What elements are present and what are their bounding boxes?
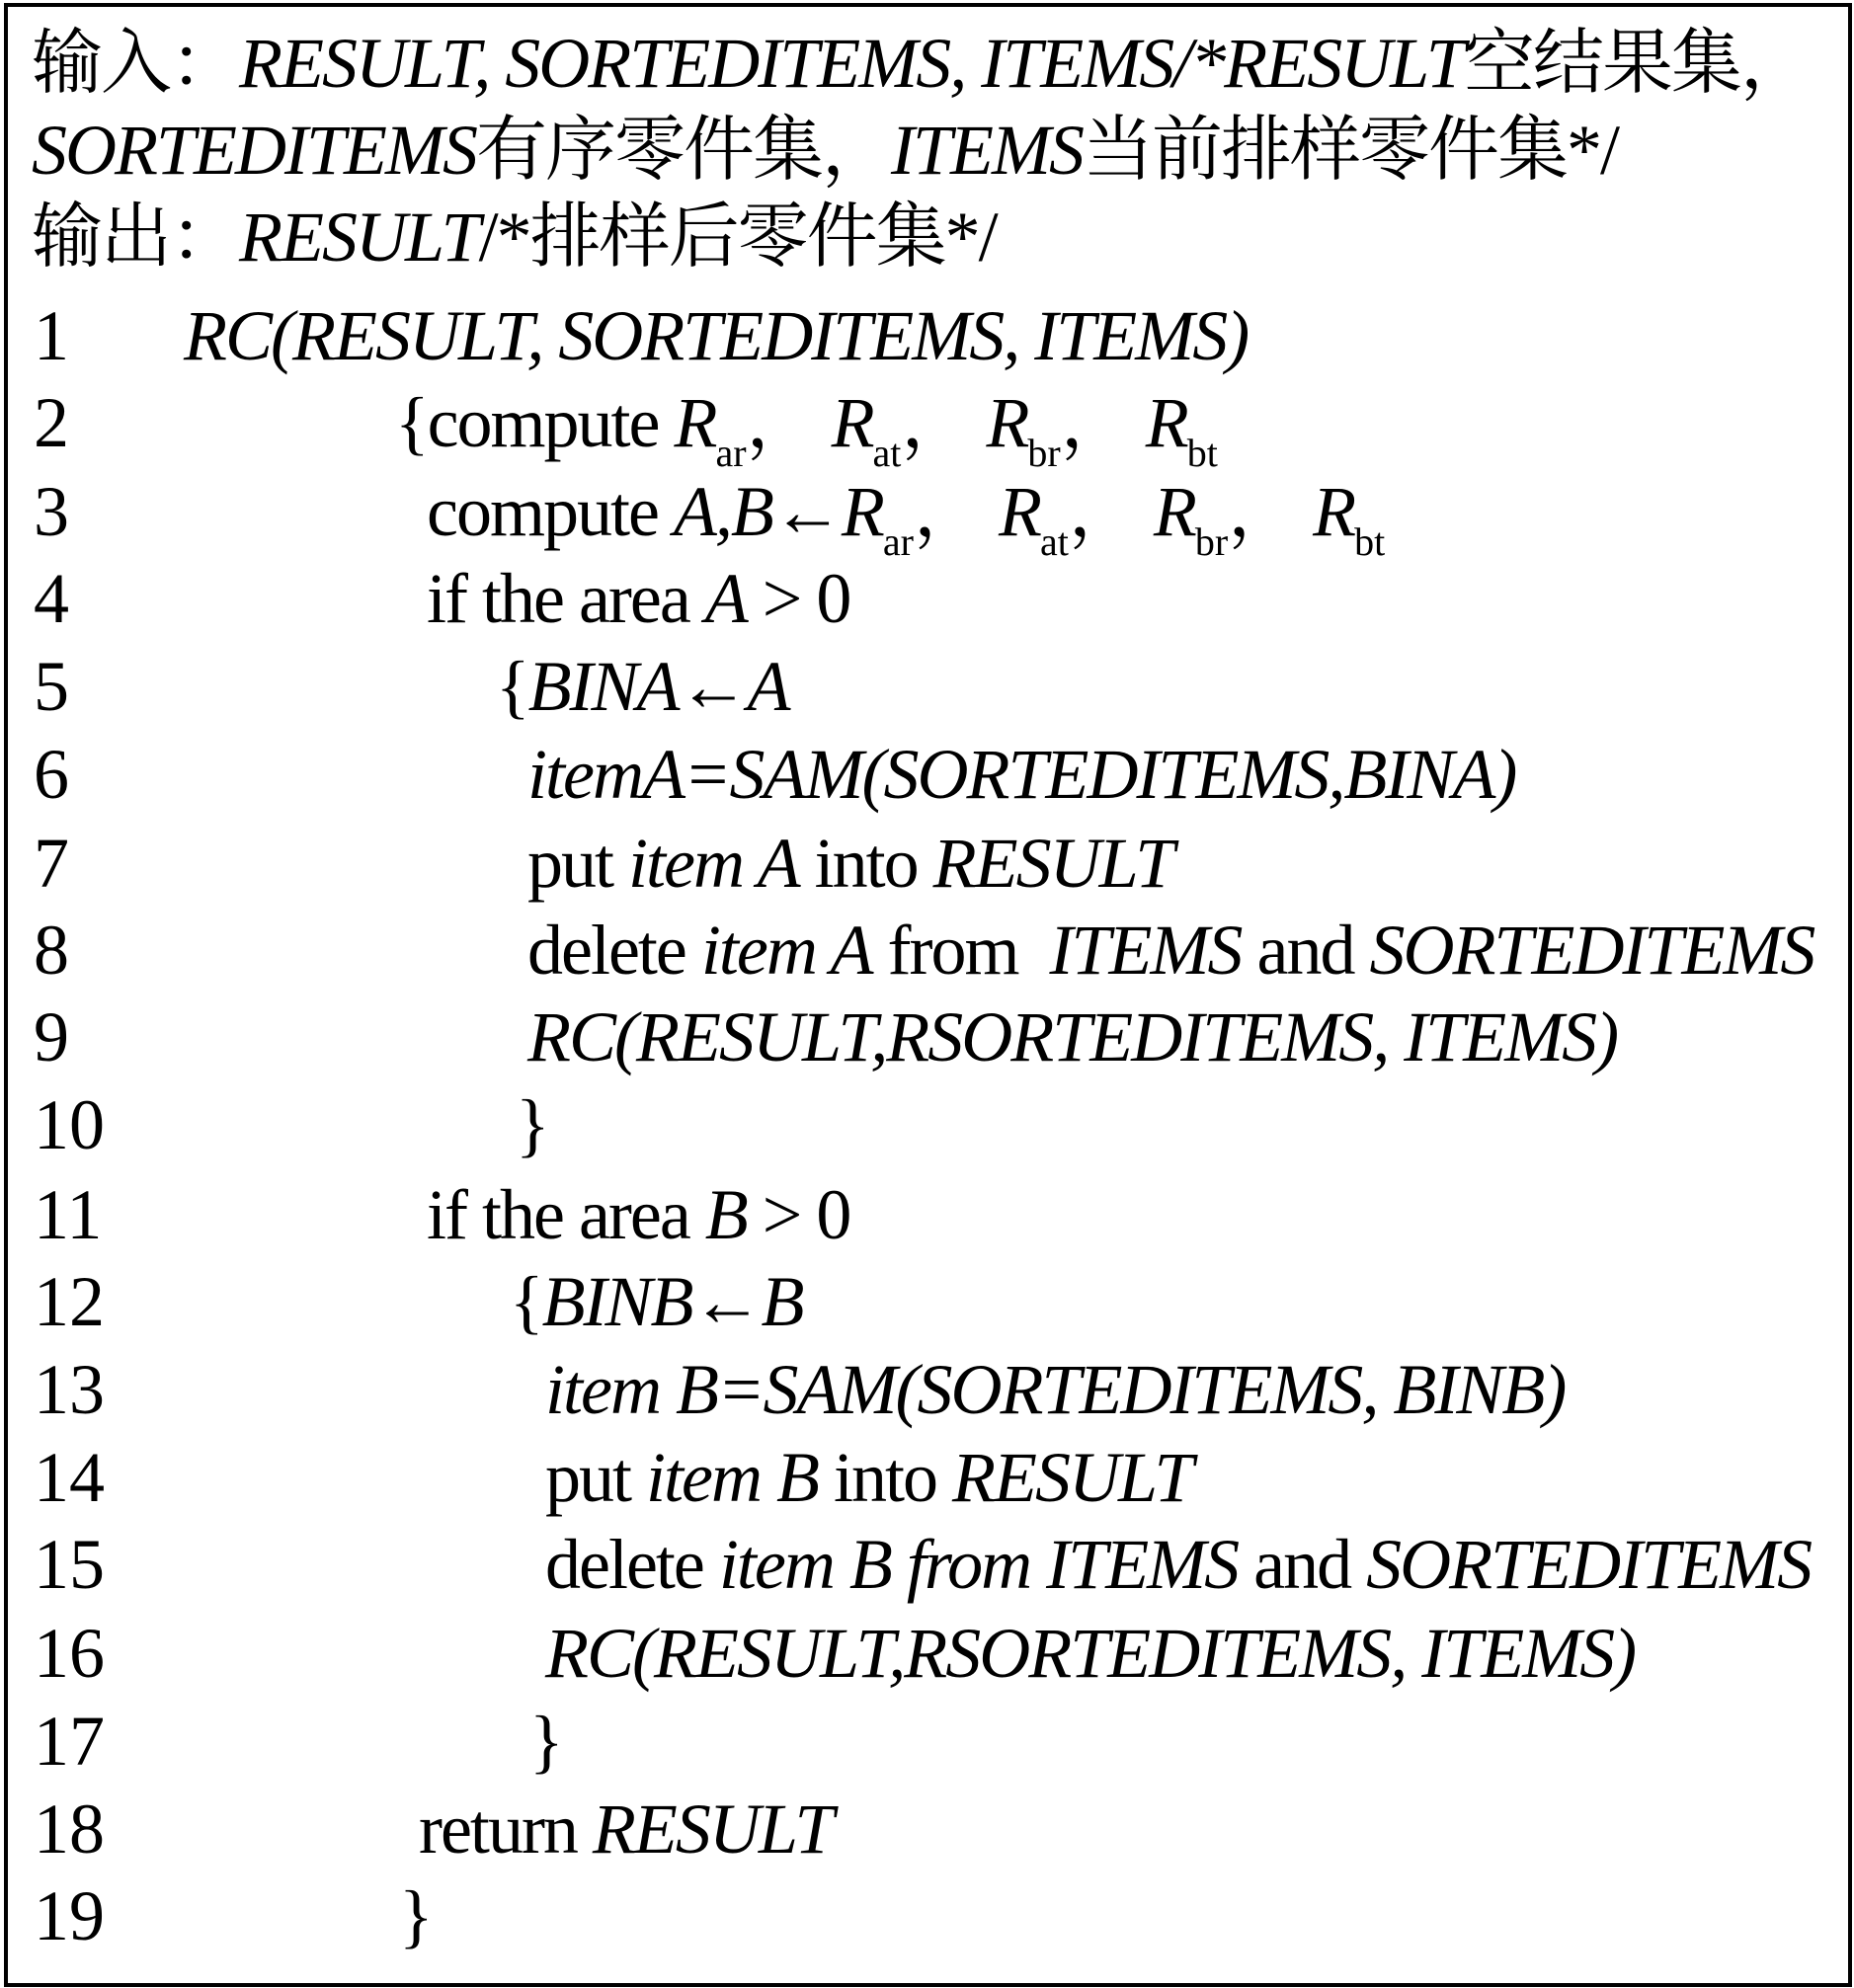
input-desc: 空结果集， [1463,24,1810,103]
line-number: 12 [34,1262,105,1341]
code-line-8: delete item A from ITEMS and SORTEDITEMS [527,911,1814,990]
input-line-2 [32,107,1618,194]
code-line-13: item B=SAM(SORTEDITEMS, BINB) [545,1350,1566,1429]
line-number: 14 [34,1438,105,1517]
line-number: 10 [34,1085,105,1164]
line-number: 6 [34,735,69,814]
input-sorted: SORTEDITEMS [32,111,476,190]
input-label: 输入： [32,24,240,103]
code-line-14: put item B into RESULT [545,1438,1192,1517]
line-number: 4 [34,559,69,638]
code-line-4: if the area A > 0 [427,559,850,638]
code-line-18: return RESULT [419,1789,833,1869]
output-param: RESULT [239,198,479,277]
input-items: ITEMS [891,111,1083,190]
line-number: 15 [34,1525,105,1604]
line-number: 3 [34,472,69,551]
line-number: 19 [34,1876,105,1955]
input-desc-3: 当前排样零件集*/ [1082,111,1618,190]
code-line-16: RC(RESULT,RSORTEDITEMS, ITEMS) [545,1614,1636,1693]
line-number: 5 [34,647,69,726]
input-params: RESULT, SORTEDITEMS, ITEMS/*RESULT [239,24,1464,103]
line-number: 1 [34,296,69,375]
input-line [32,20,1810,107]
code-line-17: } [529,1702,562,1781]
line-number: 7 [34,824,69,903]
code-line-2: {compute $R_{ar}$， $R_{at}$， $R_{br}$， $R_{bt}$ [395,383,1218,475]
code-line-3: compute $A,B\leftarrow R_{ar}$， $R_{at}$， $R_{br}$， $R_{bt}$ [427,472,1386,564]
code-line-10: } [516,1085,548,1164]
line-number: 13 [34,1350,105,1429]
output-label: 输出： [32,198,240,277]
line-number: 8 [34,911,69,990]
line-number: 16 [34,1614,105,1693]
line-number: 9 [34,997,69,1076]
code-line-15: delete item B from ITEMS and SORTEDITEMS [545,1525,1812,1604]
line-number: 2 [34,383,69,462]
code-line-12: {BINB←B [510,1262,803,1341]
code-line-5: {BINA←A [496,647,789,726]
code-line-7: put item A into RESULT [527,824,1173,903]
code-line-19: } [399,1876,432,1955]
line-number: 17 [34,1702,105,1781]
code-line-1: RC(RESULT, SORTEDITEMS, ITEMS) [184,296,1249,375]
line-number: 11 [34,1175,103,1254]
code-line-11: if the area B > 0 [427,1175,850,1254]
code-line-9: RC(RESULT,RSORTEDITEMS, ITEMS) [527,997,1618,1076]
code-line-6: itemA=SAM(SORTEDITEMS,BINA) [527,735,1516,814]
input-desc-2: 有序零件集， [475,111,891,190]
line-number: 18 [34,1789,105,1869]
output-desc: /*排样后零件集*/ [478,198,997,277]
output-line [32,194,997,280]
